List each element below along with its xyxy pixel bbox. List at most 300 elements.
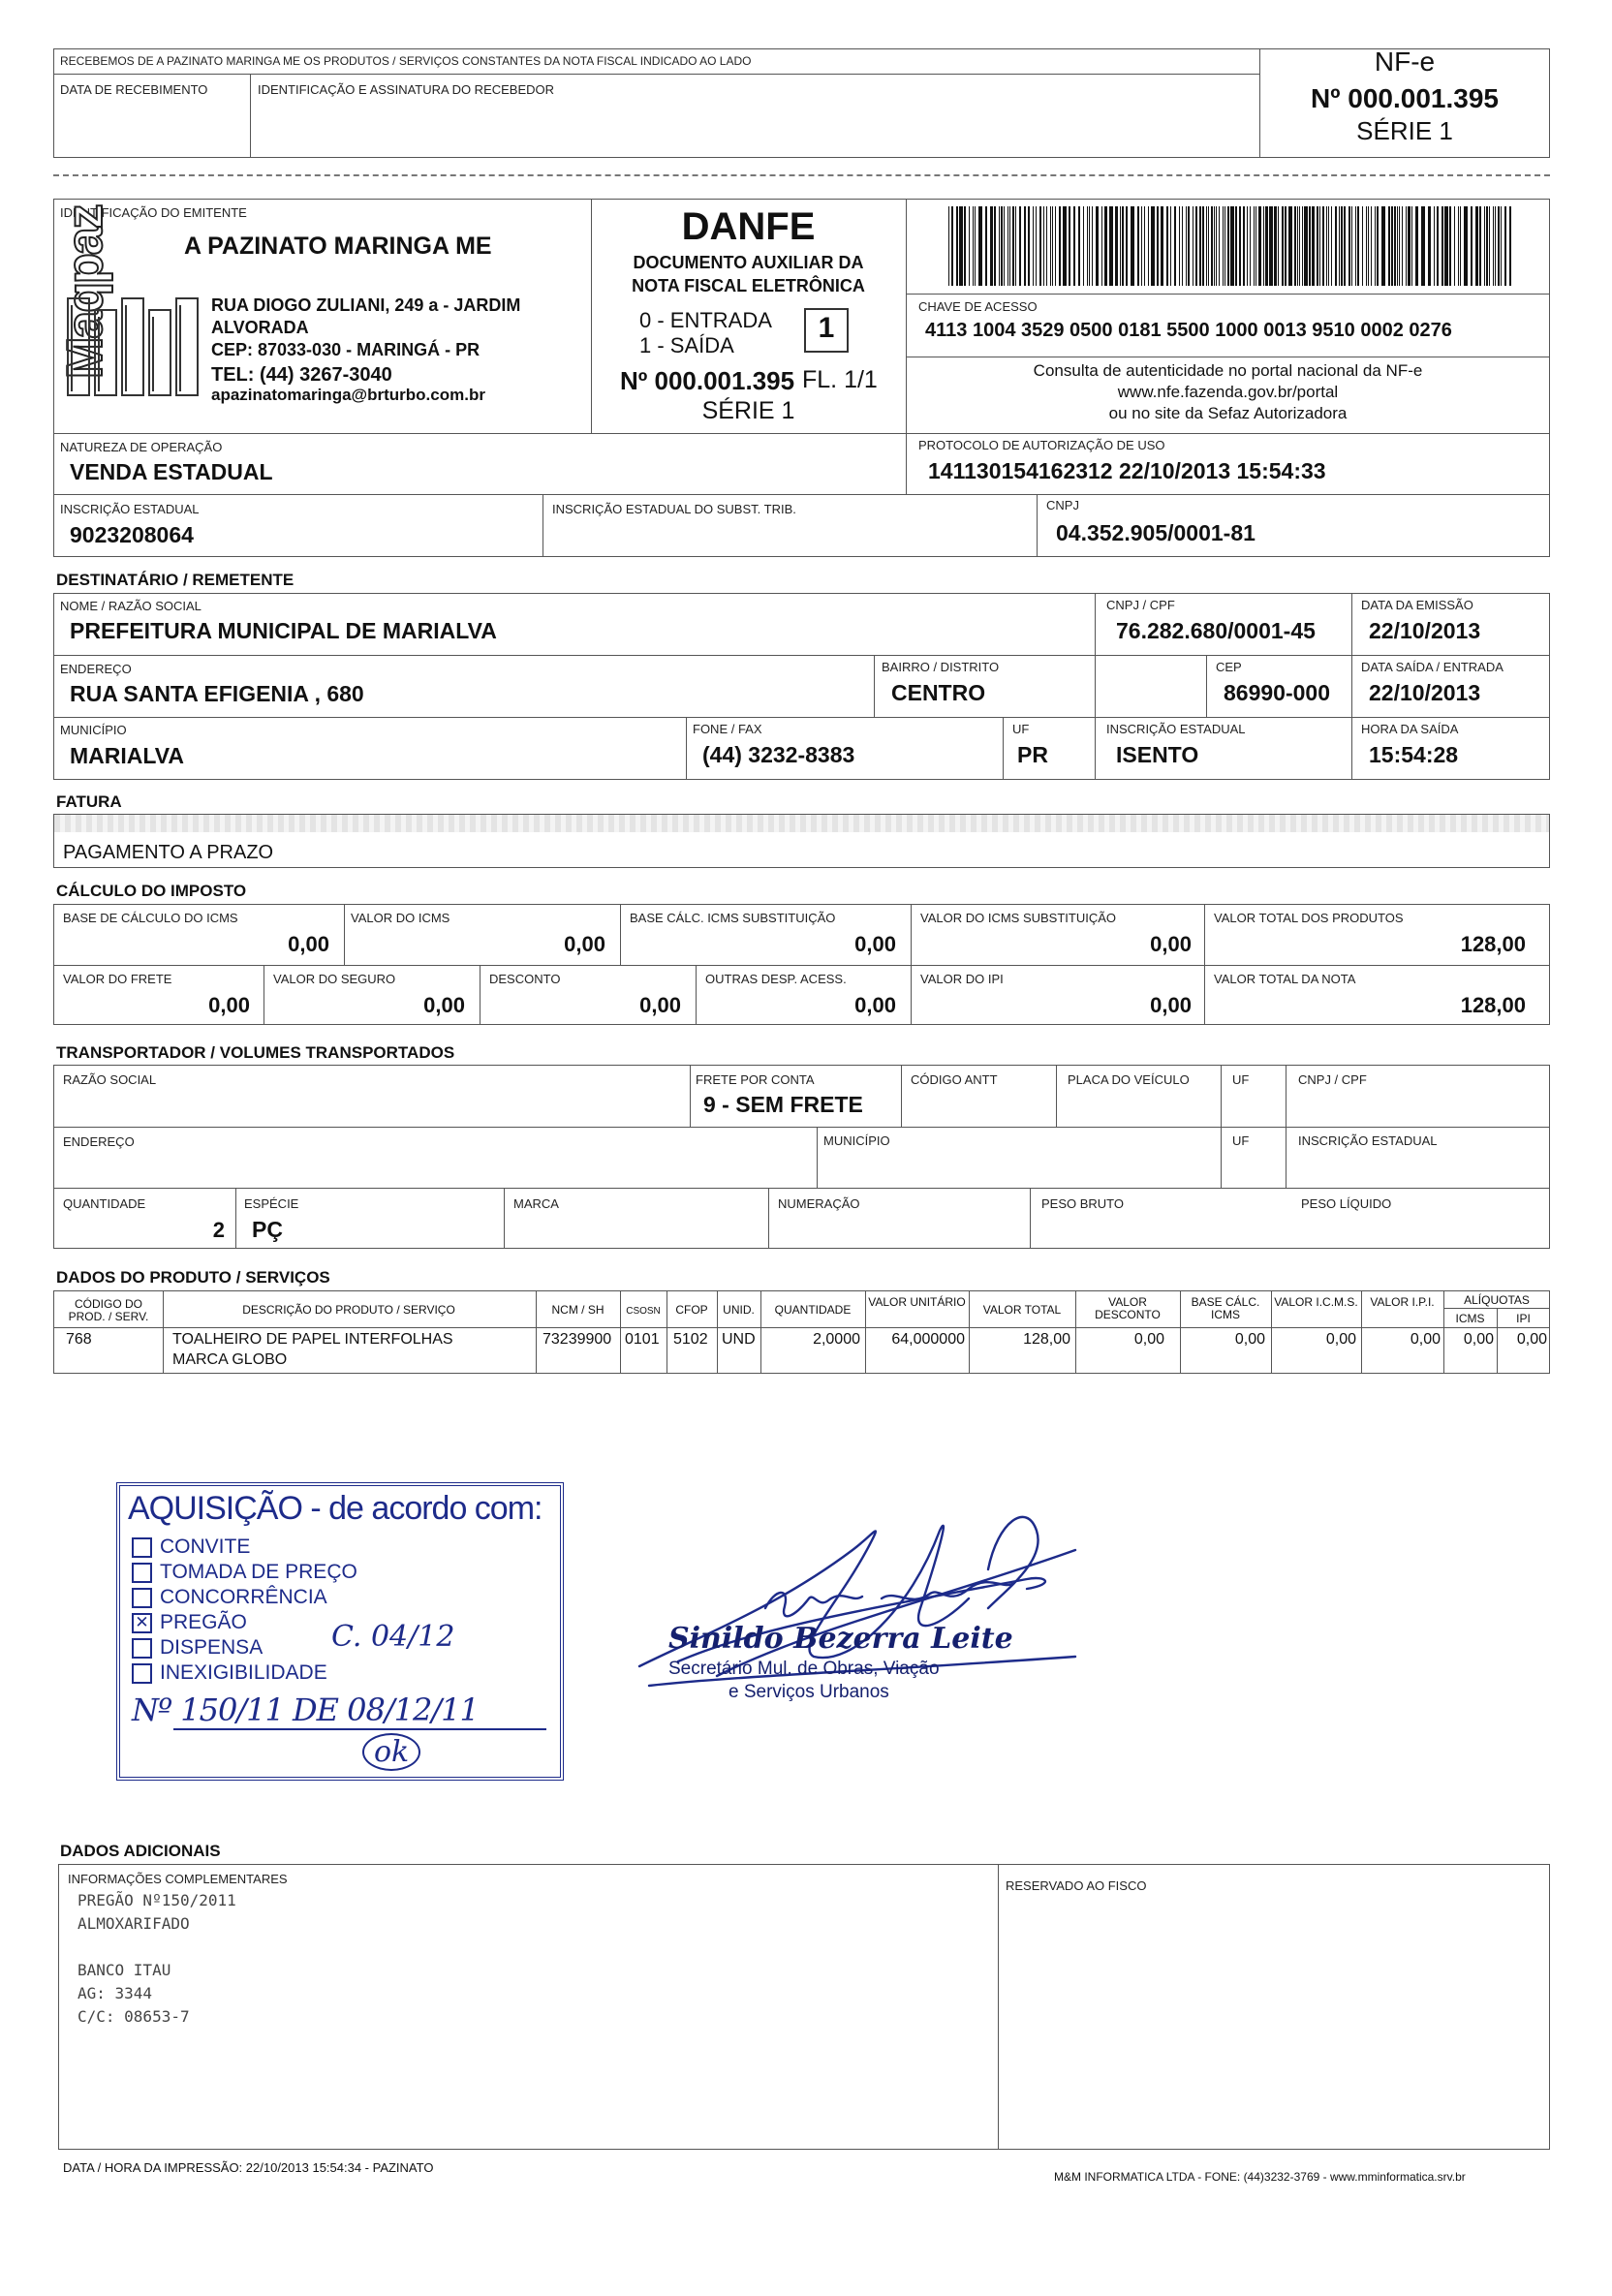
barcode-bar (1059, 206, 1061, 286)
stamp-option-label: DISPENSA (160, 1636, 264, 1659)
barcode-bar (1104, 206, 1107, 286)
info-line: PREGÃO Nº150/2011 (78, 1891, 236, 1909)
barcode-bar (1174, 206, 1176, 286)
barcode-bar (1089, 206, 1090, 286)
barcode-bar (1377, 206, 1379, 286)
stamp-option-label: TOMADA DE PREÇO (160, 1561, 357, 1583)
barcode-bar (1351, 206, 1352, 286)
barcode-bar (1101, 206, 1102, 286)
barcode-bar (1223, 206, 1224, 286)
carrier-name-label: RAZÃO SOCIAL (63, 1072, 157, 1087)
barcode-bar (1479, 206, 1481, 286)
barcode-bar (1442, 206, 1443, 286)
barcode-bar (1224, 206, 1225, 286)
recipient-uf-label: UF (1012, 722, 1030, 736)
barcode-bar (1046, 206, 1047, 286)
barcode-bar (1421, 206, 1425, 286)
th-rates: ALÍQUOTAS (1464, 1293, 1530, 1307)
barcode-bar (1186, 206, 1187, 286)
barcode-bar (1202, 206, 1204, 286)
th-code: CÓDIGO DO PROD. / SERV. (68, 1297, 149, 1323)
danfe-saida: 1 - SAÍDA (639, 333, 734, 357)
invoice-payment: PAGAMENTO A PRAZO (63, 842, 274, 863)
barcode-bar (1471, 206, 1472, 286)
danfe-title: DANFE (681, 205, 816, 248)
info-line: AG: 3344 (78, 1984, 153, 2002)
th-unit-value: VALOR UNITÁRIO (868, 1295, 966, 1309)
barcode-bar (1498, 206, 1500, 286)
barcode-bar (1193, 206, 1194, 286)
discount-label: DESCONTO (489, 972, 561, 986)
base-st-value: 0,00 (854, 932, 896, 956)
barcode-bar (1381, 206, 1385, 286)
discount-value: 0,00 (639, 993, 681, 1017)
reserved-label: RESERVADO AO FISCO (1006, 1878, 1147, 1893)
stamp-option (132, 1560, 357, 1585)
products-value: 128,00 (1460, 932, 1526, 956)
barcode-bar (951, 206, 953, 286)
barcode-bar (1036, 206, 1037, 286)
row-unit-value: 64,000000 (891, 1331, 965, 1348)
checkbox-icon (132, 1663, 152, 1684)
barcode-bar (1341, 206, 1343, 286)
barcode-bar (1206, 206, 1207, 286)
city-label: MUNICÍPIO (60, 723, 127, 737)
barcode-bar (1230, 206, 1234, 286)
signature-name: Sinildo Bezerra Leite (668, 1622, 1013, 1656)
barcode-bar (1069, 206, 1070, 286)
barcode-bar (1408, 206, 1410, 286)
barcode-bar (1402, 206, 1403, 286)
barcode-bar (1211, 206, 1213, 286)
barcode-bar (964, 206, 966, 286)
row-desc1: TOALHEIRO DE PAPEL INTERFOLHAS (172, 1331, 453, 1348)
barcode-bar (1309, 206, 1311, 286)
info-label: INFORMAÇÕES COMPLEMENTARES (68, 1872, 288, 1886)
carrier-cnpj-label: CNPJ / CPF (1298, 1072, 1367, 1087)
th-discount: VALOR DESCONTO (1095, 1295, 1161, 1321)
recipient-ie: ISENTO (1116, 742, 1199, 767)
invoice-shade (54, 815, 1549, 832)
barcode-bar (1157, 206, 1159, 286)
receipt-signature-label: IDENTIFICAÇÃO E ASSINATURA DO RECEBEDOR (258, 82, 555, 97)
antt-label: CÓDIGO ANTT (911, 1072, 998, 1087)
barcode-bar (1475, 206, 1478, 286)
barcode-bar (1394, 206, 1396, 286)
protocol-label: PROTOCOLO DE AUTORIZAÇÃO DE USO (918, 438, 1165, 452)
recipient-address: RUA SANTA EFIGENIA , 680 (70, 681, 364, 706)
barcode (945, 206, 1516, 286)
barcode-bar (1326, 206, 1327, 286)
barcode-bar (1028, 206, 1030, 286)
software-info: M&M INFORMATICA LTDA - FONE: (44)3232-3769 - www.mminformatica.srv.br (1054, 2170, 1466, 2184)
consult-line2: www.nfe.fazenda.gov.br/portal (1117, 383, 1339, 401)
numbering-label: NUMERAÇÃO (778, 1196, 860, 1211)
barcode-bar (1368, 206, 1369, 286)
th-csosn: CSOSN (626, 1306, 661, 1317)
logo-wordmark: Maqpaz (57, 205, 113, 379)
barcode-bar (1024, 206, 1026, 286)
barcode-bar (1501, 206, 1502, 286)
th-cfop: CFOP (675, 1303, 708, 1317)
tax-section: CÁLCULO DO IMPOSTO (56, 882, 247, 900)
time-label: HORA DA SAÍDA (1361, 722, 1459, 736)
exit-value: 22/10/2013 (1369, 680, 1481, 705)
barcode-bar (1001, 206, 1003, 286)
stamp-option-label: PREGÃO (160, 1611, 247, 1633)
consult-line3: ou no site da Sefaz Autorizadora (1108, 404, 1348, 422)
recipient-cep-label: CEP (1216, 660, 1242, 674)
stamp-option (132, 1535, 357, 1560)
stamp-option-label: CONVITE (160, 1536, 251, 1558)
barcode-bar (1265, 206, 1268, 286)
row-qty: 2,0000 (813, 1331, 860, 1348)
barcode-bar (1406, 206, 1407, 286)
icms-st-value: 0,00 (1150, 932, 1192, 956)
emitter-address1: RUA DIOGO ZULIANI, 249 a - JARDIM (211, 295, 521, 315)
barcode-bar (1302, 206, 1303, 286)
ie-label: INSCRIÇÃO ESTADUAL (60, 502, 200, 516)
barcode-bar (1493, 206, 1494, 286)
stamp-option (132, 1635, 357, 1660)
total-value: 128,00 (1460, 993, 1526, 1017)
barcode-bar (1004, 206, 1005, 286)
checkbox-icon (132, 1563, 152, 1583)
barcode-bar (1504, 206, 1506, 286)
freight-by-value: 9 - SEM FRETE (703, 1092, 863, 1117)
row-desc2: MARCA GLOBO (172, 1351, 288, 1368)
emitter-name: A PAZINATO MARINGA ME (184, 233, 492, 260)
species-label: ESPÉCIE (244, 1196, 299, 1211)
barcode-bar (1063, 206, 1067, 286)
danfe-sub2: NOTA FISCAL ELETRÔNICA (632, 276, 865, 295)
barcode-bar (1399, 206, 1400, 286)
th-total: VALOR TOTAL (982, 1303, 1062, 1317)
barcode-bar (1357, 206, 1359, 286)
danfe-sub1: DOCUMENTO AUXILIAR DA (633, 253, 864, 272)
barcode-bar (1033, 206, 1034, 286)
icms-value: 0,00 (564, 932, 605, 956)
barcode-bar (1366, 206, 1367, 286)
barcode-bar (1052, 206, 1053, 286)
nature-label: NATUREZA DE OPERAÇÃO (60, 440, 223, 454)
stamp-option-label: CONCORRÊNCIA (160, 1586, 327, 1608)
transport-section: TRANSPORTADOR / VOLUMES TRANSPORTADOS (56, 1043, 455, 1062)
barcode-bar (1235, 206, 1237, 286)
barcode-bar (1375, 206, 1376, 286)
th-rate-ipi: IPI (1516, 1312, 1531, 1325)
barcode-bar (1339, 206, 1340, 286)
th-desc: DESCRIÇÃO DO PRODUTO / SERVIÇO (242, 1303, 455, 1317)
barcode-bar (1087, 206, 1088, 286)
carrier-address-label: ENDEREÇO (63, 1134, 135, 1149)
info-lines (78, 1891, 236, 2031)
barcode-bar (975, 206, 976, 286)
barcode-bar (1115, 206, 1118, 286)
barcode-bar (1219, 206, 1220, 286)
row-rate-icms: 0,00 (1463, 1331, 1494, 1348)
stamp-option (132, 1660, 357, 1686)
barcode-bar (969, 206, 970, 286)
barcode-bar (1371, 206, 1372, 286)
barcode-bar (1274, 206, 1277, 286)
checkbox-icon (132, 1537, 152, 1558)
emitter-tel: TEL: (44) 3267-3040 (211, 364, 392, 386)
species-value: PÇ (252, 1217, 283, 1242)
info-line: C/C: 08653-7 (78, 2007, 190, 2026)
total-label: VALOR TOTAL DA NOTA (1214, 972, 1356, 986)
barcode-bar (1335, 206, 1337, 286)
plate-label: PLACA DO VEÍCULO (1068, 1072, 1190, 1087)
row-ncm: 73239900 (542, 1331, 612, 1348)
access-key: 4113 1004 3529 0500 0181 5500 1000 0013 9510 0002 0276 (925, 320, 1452, 341)
barcode-bar (1109, 206, 1113, 286)
base-icms-label: BASE DE CÁLCULO DO ICMS (63, 911, 238, 925)
barcode-bar (1454, 206, 1455, 286)
barcode-bar (1458, 206, 1459, 286)
net-label: PESO LÍQUIDO (1301, 1196, 1392, 1211)
danfe-entrada: 0 - ENTRADA (639, 308, 772, 332)
barcode-bar (985, 206, 987, 286)
barcode-bar (1039, 206, 1041, 286)
barcode-bar (1355, 206, 1356, 286)
stamp-title: AQUISIÇÃO - de acordo com: (128, 1490, 542, 1527)
barcode-bar (1170, 206, 1171, 286)
icms-st-label: VALOR DO ICMS SUBSTITUIÇÃO (920, 911, 1117, 925)
barcode-bar (1137, 206, 1139, 286)
receipt-date-label: DATA DE RECEBIMENTO (60, 82, 208, 97)
base-st-label: BASE CÁLC. ICMS SUBSTITUIÇÃO (630, 911, 836, 925)
barcode-bar (990, 206, 993, 286)
emitter-email: apazinatomaringa@brturbo.com.br (211, 386, 485, 404)
ie-st-label: INSCRIÇÃO ESTADUAL DO SUBST. TRIB. (552, 502, 796, 516)
emitter-section-label: IDENTIFICAÇÃO DO EMITENTE (60, 205, 247, 220)
ipi-value: 0,00 (1150, 993, 1192, 1017)
phone-label: FONE / FAX (693, 722, 762, 736)
signature-role1: Secretário Mul. de Obras, Viação (668, 1659, 940, 1679)
row-unit: UND (722, 1331, 756, 1348)
barcode-bar (1214, 206, 1215, 286)
barcode-bar (1188, 206, 1190, 286)
danfe-folha: FL. 1/1 (802, 366, 878, 393)
barcode-bar (1195, 206, 1197, 286)
barcode-bar (1166, 206, 1168, 286)
danfe-series: SÉRIE 1 (701, 397, 795, 424)
barcode-bar (1148, 206, 1149, 286)
barcode-bar (956, 206, 958, 286)
barcode-bar (1092, 206, 1093, 286)
protocol-value: 141130154162312 22/10/2013 15:54:33 (928, 458, 1326, 483)
freight-label: VALOR DO FRETE (63, 972, 172, 986)
city-value: MARIALVA (70, 743, 184, 768)
print-info: DATA / HORA DA IMPRESSÃO: 22/10/2013 15:54:34 - PAZINATO (63, 2160, 434, 2175)
gross-label: PESO BRUTO (1041, 1196, 1125, 1211)
emitter-cep: CEP: 87033-030 - MARINGÁ - PR (211, 340, 480, 359)
barcode-bar (1411, 206, 1412, 286)
qty-label: QUANTIDADE (63, 1196, 146, 1211)
recipient-name-label: NOME / RAZÃO SOCIAL (60, 599, 202, 613)
phone-value: (44) 3232-8383 (702, 742, 855, 767)
danfe-number: Nº 000.001.395 (620, 366, 795, 395)
receipt-nfe: NF-e (1374, 47, 1436, 77)
barcode-bar (1019, 206, 1021, 286)
stamp-option-label: INEXIGIBILIDADE (160, 1661, 327, 1684)
barcode-bar (1144, 206, 1145, 286)
freight-by-label: FRETE POR CONTA (696, 1072, 815, 1087)
emitter-cnpj-value: 04.352.905/0001-81 (1056, 520, 1256, 545)
recipient-cnpj: 76.282.680/0001-45 (1116, 618, 1316, 643)
th-base-icms: BASE CÁLC. ICMS (1191, 1295, 1260, 1321)
barcode-bar (1489, 206, 1490, 286)
th-icms: VALOR I.C.M.S. (1274, 1295, 1358, 1309)
barcode-bar (1397, 206, 1398, 286)
barcode-bar (1348, 206, 1350, 286)
recipient-section: DESTINATÁRIO / REMETENTE (56, 571, 294, 589)
insurance-value: 0,00 (423, 993, 465, 1017)
invoice-section: FATURA (56, 792, 122, 811)
barcode-bar (1428, 206, 1431, 286)
barcode-bar (1243, 206, 1245, 286)
base-icms-value: 0,00 (288, 932, 329, 956)
th-ncm: NCM / SH (551, 1303, 604, 1317)
stamp-number-underline (173, 1728, 546, 1730)
barcode-bar (948, 206, 949, 286)
row-base-icms: 0,00 (1234, 1331, 1265, 1348)
barcode-bar (1073, 206, 1075, 286)
danfe-type-value: 1 (818, 312, 835, 344)
recipient-name: PREFEITURA MUNICIPAL DE MARIALVA (70, 618, 497, 643)
barcode-bar (994, 206, 996, 286)
info-line: ALMOXARIFADO (78, 1914, 190, 1933)
barcode-bar (1216, 206, 1217, 286)
barcode-bar (1509, 206, 1511, 286)
additional-block (58, 1864, 1550, 2150)
barcode-bar (999, 206, 1000, 286)
recipient-cep: 86990-000 (1224, 680, 1330, 705)
recipient-cnpj-label: CNPJ / CPF (1106, 598, 1175, 612)
carrier-uf-label: UF (1232, 1072, 1250, 1087)
barcode-bar (1388, 206, 1390, 286)
barcode-bar (1444, 206, 1448, 286)
barcode-bar (1282, 206, 1284, 286)
barcode-bar (1263, 206, 1264, 286)
stamp-number-line: Nº 150/11 DE 08/12/11 (132, 1691, 479, 1728)
row-csosn: 0101 (625, 1331, 660, 1348)
checkbox-icon (132, 1638, 152, 1659)
barcode-bar (1317, 206, 1318, 286)
barcode-bar (1161, 206, 1163, 286)
recipient-uf: PR (1017, 742, 1048, 767)
th-rate-icms: ICMS (1455, 1312, 1485, 1325)
time-value: 15:54:28 (1369, 742, 1459, 767)
barcode-bar (1208, 206, 1209, 286)
barcode-bar (1131, 206, 1134, 286)
barcode-bar (1120, 206, 1121, 286)
checkbox-icon (132, 1588, 152, 1608)
products-label: VALOR TOTAL DOS PRODUTOS (1214, 911, 1404, 925)
brand-label: MARCA (513, 1196, 559, 1211)
other-label: OUTRAS DESP. ACESS. (705, 972, 847, 986)
barcode-bar (1362, 206, 1363, 286)
row-rate-ipi: 0,00 (1516, 1331, 1547, 1348)
barcode-bar (1239, 206, 1241, 286)
district-label: BAIRRO / DISTRITO (882, 660, 1000, 674)
barcode-bar (1299, 206, 1300, 286)
barcode-bar (1015, 206, 1016, 286)
consult-line1: Consulta de autenticidade no portal nacional da NF-e (1033, 361, 1423, 380)
receipt-series: SÉRIE 1 (1356, 116, 1453, 145)
products-section: DADOS DO PRODUTO / SERVIÇOS (56, 1268, 330, 1287)
barcode-bar (1199, 206, 1201, 286)
acquisition-stamp (116, 1482, 564, 1781)
cut-line (53, 174, 1550, 176)
emitter-address2: ALVORADA (211, 318, 309, 337)
stamp-options (132, 1535, 357, 1686)
emission-label: DATA DA EMISSÃO (1361, 598, 1473, 612)
barcode-bar (1050, 206, 1051, 286)
barcode-bar (959, 206, 963, 286)
barcode-bar (1122, 206, 1124, 286)
row-cfop: 5102 (673, 1331, 708, 1348)
barcode-bar (1319, 206, 1320, 286)
barcode-bar (1464, 206, 1468, 286)
row-ipi: 0,00 (1410, 1331, 1441, 1348)
receipt-notice: RECEBEMOS DE A PAZINATO MARINGA ME OS PRODUTOS / SERVIÇOS CONSTANTES DA NOTA FISCAL INDICADO AO LADO (60, 54, 752, 68)
info-line: BANCO ITAU (78, 1961, 171, 1979)
barcode-bar (1322, 206, 1324, 286)
ipi-label: VALOR DO IPI (920, 972, 1004, 986)
icms-label: VALOR DO ICMS (351, 911, 450, 925)
barcode-bar (1294, 206, 1296, 286)
barcode-bar (1391, 206, 1393, 286)
emitter-cnpj-label: CNPJ (1046, 498, 1079, 512)
row-discount: 0,00 (1133, 1331, 1164, 1348)
barcode-bar (1312, 206, 1315, 286)
barcode-bar (1288, 206, 1292, 286)
carrier-city-label: MUNICÍPIO (823, 1133, 890, 1148)
barcode-bar (1055, 206, 1056, 286)
exit-label: DATA SAÍDA / ENTRADA (1361, 660, 1504, 674)
district-value: CENTRO (891, 680, 986, 705)
barcode-bar (1328, 206, 1329, 286)
info-line (78, 1938, 236, 1961)
barcode-bar (1182, 206, 1183, 286)
th-unit: UNID. (723, 1303, 755, 1317)
barcode-bar (1043, 206, 1044, 286)
barcode-bar (1297, 206, 1298, 286)
barcode-bar (1460, 206, 1461, 286)
barcode-bar (1179, 206, 1180, 286)
checked-box-icon: ✕ (132, 1613, 152, 1633)
barcode-bar (1344, 206, 1346, 286)
barcode-bar (1096, 206, 1099, 286)
access-key-label: CHAVE DE ACESSO (918, 299, 1038, 314)
receipt-number: Nº 000.001.395 (1311, 83, 1499, 113)
barcode-bar (1484, 206, 1485, 286)
barcode-bar (1437, 206, 1439, 286)
barcode-bar (1434, 206, 1435, 286)
stamp-handwritten-c: C. 04/12 (331, 1620, 455, 1654)
barcode-bar (973, 206, 974, 286)
barcode-bar (1126, 206, 1128, 286)
signature-role2: e Serviços Urbanos (728, 1682, 889, 1702)
barcode-bar (1486, 206, 1488, 286)
barcode-bar (1449, 206, 1451, 286)
barcode-bar (1254, 206, 1255, 286)
emission-value: 22/10/2013 (1369, 618, 1481, 643)
barcode-bar (1285, 206, 1286, 286)
barcode-bar (1227, 206, 1229, 286)
